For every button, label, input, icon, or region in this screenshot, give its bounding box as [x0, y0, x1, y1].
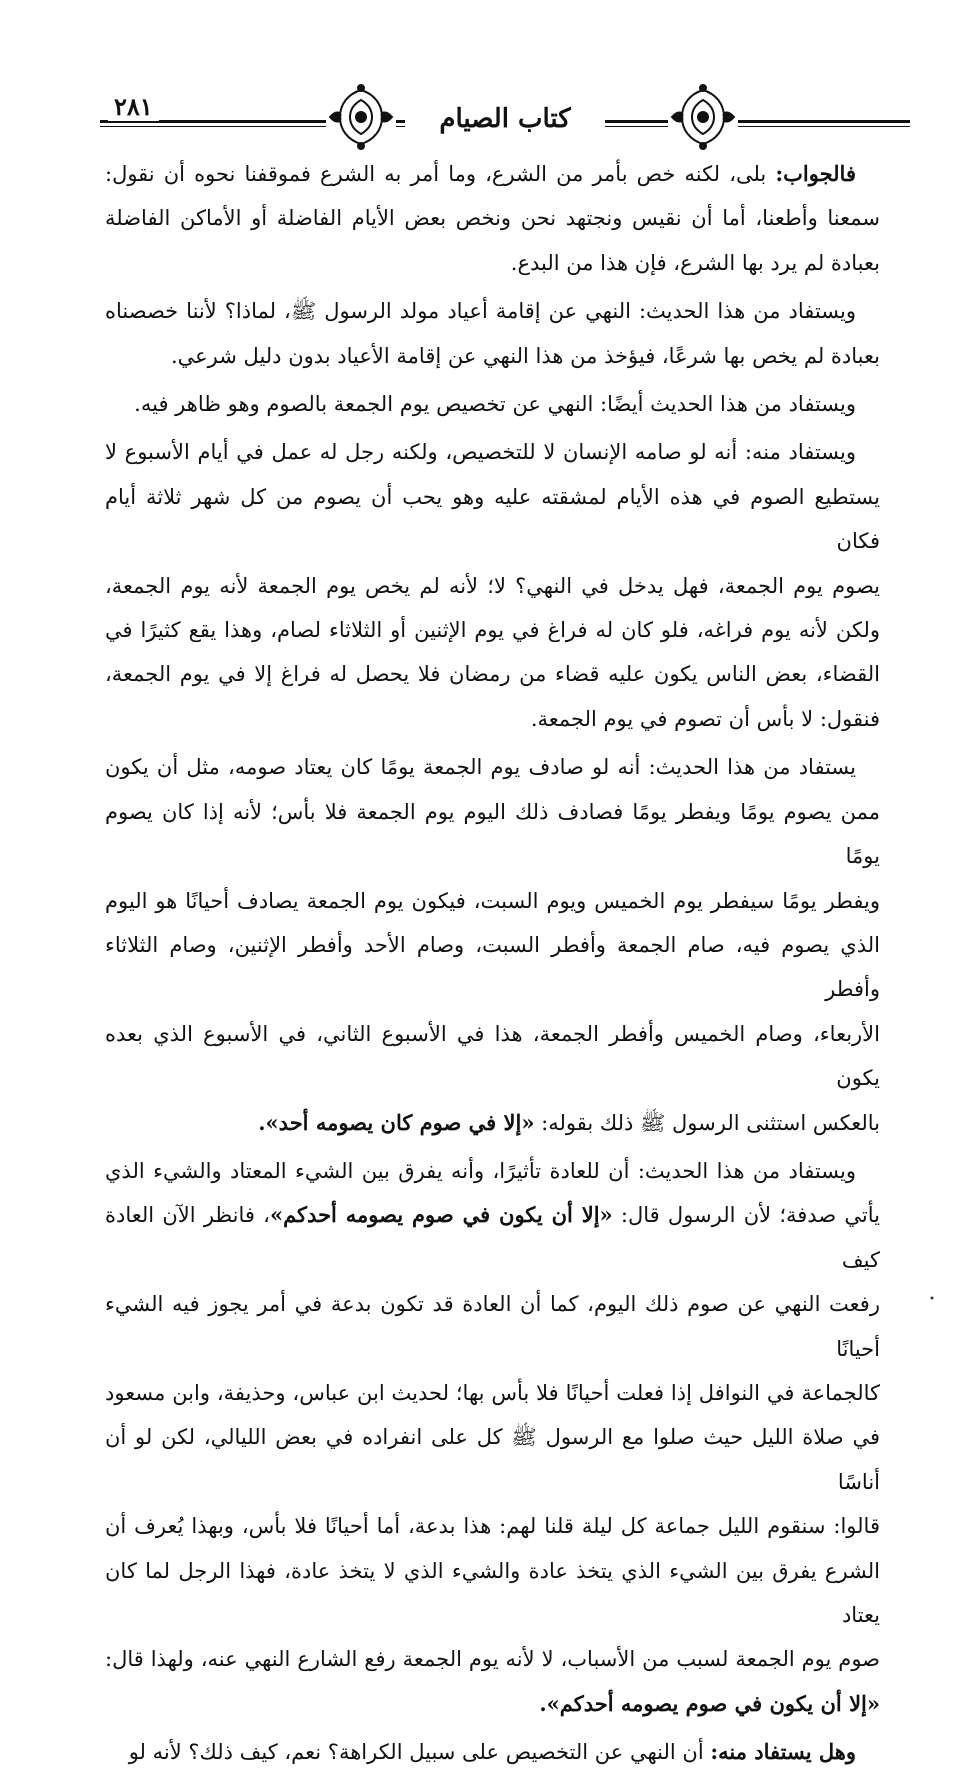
- text-line: [105, 1101, 880, 1145]
- lead-phrase: فالجواب:: [775, 161, 856, 186]
- text-span: ويفطر يومًا سيفطر يوم الخميس ويوم السبت، فيكون يوم الجمعة يصادف أحيانًا هو اليوم: [105, 888, 880, 913]
- main-text: [105, 152, 880, 1775]
- paragraph: [105, 382, 880, 426]
- text-span: ويستفاد منه: أنه لو صامه الإنسان لا للتخصيص، ولكنه رجل له عمل في أيام الأسبوع لا: [105, 440, 856, 465]
- text-line: [105, 1371, 880, 1415]
- text-line: [105, 382, 880, 426]
- text-span: بعبادة لم يرد بها الشرع، فإن هذا من البدع.: [510, 250, 880, 275]
- text-span: ويستفاد من هذا الحديث: النهي عن إقامة أعياد مولد الرسول ﷺ، لماذا؟ لأننا خصصناه: [105, 299, 856, 324]
- text-span: كالجماعة في النوافل إذا فعلت أحيانًا فلا بأس بها؛ لحديث ابن عباس، وحذيفة، وابن مسعود: [105, 1380, 880, 1405]
- paragraph: [105, 1149, 880, 1726]
- text-span: الذي يصوم فيه، صام الجمعة وأفطر السبت، وصام الأحد وأفطر الإثنين، وصام الثلاثاء وأفطر: [105, 932, 880, 1002]
- text-line: [105, 1012, 880, 1101]
- text-span: يستفاد من هذا الحديث: أنه لو صادف يوم الجمعة يومًا كان يعتاد صومه، مثل أن يكون: [105, 755, 856, 780]
- text-line: [105, 289, 880, 333]
- paragraph: [105, 745, 880, 1145]
- text-line: [105, 196, 880, 240]
- paragraph: [105, 430, 880, 741]
- hadith-quote: «إلا أن يكون في صوم يصومه أحدكم»: [269, 1202, 613, 1228]
- text-line: [105, 475, 880, 564]
- text-span: قالوا: سنقوم الليل جماعة كل ليلة قلنا لهم: هذا بدعة، أما أحيانًا فلا بأس، وبهذا يُعرف أن: [105, 1514, 880, 1539]
- text-span: ويستفاد من هذا الحديث: أن للعادة تأثيرًا، وأنه يفرق بين الشيء المعتاد والشيء الذي: [105, 1158, 856, 1183]
- text-span: ممن يصوم يومًا ويفطر يومًا فصادف ذلك اليوم يوم الجمعة فلا بأس؛ لأنه إذا كان يصوم يومًا: [105, 799, 880, 869]
- text-line: [105, 1415, 880, 1504]
- paragraph: [105, 289, 880, 378]
- floral-ornament-icon: [668, 84, 738, 150]
- text-span: يأتي صدفة؛ لأن الرسول قال:: [612, 1203, 880, 1228]
- text-span: رفعت النهي عن صوم ذلك اليوم، كما أن العادة قد تكون بدعة في أمر يجوز فيه الشيء أحيانًا: [105, 1292, 880, 1361]
- page-number: ٢٨١: [108, 92, 159, 121]
- text-line: [105, 745, 880, 789]
- text-line: [105, 652, 880, 696]
- text-line: [105, 1282, 880, 1371]
- text-span: بالعكس استثنى الرسول ﷺ ذلك بقوله:: [534, 1110, 880, 1135]
- text-span: بلى، لكنه خص بأمر من الشرع، وما أمر به الشرع فموقفنا نحوه أن نقول:: [105, 162, 776, 186]
- text-line: [105, 1730, 880, 1774]
- text-span: الأربعاء، وصام الخميس وأفطر الجمعة، هذا في الأسبوع الثاني، في الأسبوع الذي بعده يكون: [105, 1021, 880, 1091]
- text-span: بعبادة لم يخص بها شرعًا، فيؤخذ من هذا النهي عن إقامة الأعياد بدون دليل شرعي.: [170, 343, 880, 368]
- text-line: [105, 241, 880, 285]
- page-header: [100, 78, 910, 148]
- text-line: [105, 334, 880, 378]
- text-span: يستطيع الصوم في هذه الأيام لمشقته عليه وهو يحب أن يصوم من كل شهر ثلاثة أيام فكان: [105, 484, 880, 554]
- hadith-quote: «إلا في صوم كان يصومه أحد».: [258, 1109, 535, 1135]
- text-line: [105, 790, 880, 879]
- text-line: [105, 879, 880, 923]
- floral-ornament-icon: [326, 84, 396, 150]
- text-line: [105, 1549, 880, 1638]
- text-span: القضاء، بعض الناس يكون عليه قضاء من رمضان فلا يحصل له فراغ إلا في يوم الجمعة،: [105, 662, 880, 687]
- text-line: [105, 1504, 880, 1548]
- text-line: [105, 608, 880, 652]
- text-span: ويستفاد من هذا الحديث أيضًا: النهي عن تخصيص يوم الجمعة بالصوم وهو ظاهر فيه.: [134, 392, 856, 417]
- text-line: [105, 152, 880, 196]
- text-span: فنقول: لا بأس أن تصوم في يوم الجمعة.: [530, 706, 880, 731]
- text-line: [105, 1149, 880, 1193]
- text-span: ولكن لأنه يوم فراغه، فلو كان له فراغ في يوم الإثنين أو الثلاثاء لصام، وهذا يقع كثيرًا في: [105, 618, 881, 643]
- text-span: سمعنا وأطعنا، أما أن نقيس ونجتهد نحن ونخص بعض الأيام الفاضلة أو الأماكن الفاضلة: [105, 206, 880, 231]
- text-span: الشرع يفرق بين الشيء الذي يتخذ عادة والشيء الذي لا يتخذ عادة، فهذا الرجل لما كان يعتاد: [105, 1558, 880, 1627]
- paragraph: [105, 152, 880, 285]
- text-line: [105, 1682, 880, 1726]
- text-span: أن النهي عن التخصيص على سبيل الكراهة؟ نعم، كيف ذلك؟ لأنه لو: [128, 1740, 711, 1765]
- lead-phrase: وهل يستفاد منه:: [710, 1739, 856, 1765]
- margin-dot: [930, 1285, 934, 1289]
- text-span: ، فانظر الآن العادة كيف: [105, 1203, 880, 1272]
- text-span: صوم يوم الجمعة لسبب من الأسباب، لا لأنه يوم الجمعة رفع الشارع النهي عنه، ولهذا قال:: [105, 1647, 880, 1672]
- book-title: كتاب الصيام: [405, 104, 605, 134]
- text-line: [105, 430, 880, 474]
- paragraph: [105, 1730, 880, 1774]
- hadith-quote: «إلا أن يكون في صوم يصومه أحدكم».: [539, 1690, 880, 1716]
- text-line: [105, 697, 880, 741]
- text-line: [105, 1193, 880, 1282]
- text-span: يصوم يوم الجمعة، فهل يدخل في النهي؟ لا؛ لأنه لم يخص يوم الجمعة لأنه يوم الجمعة،: [105, 573, 880, 598]
- text-line: [105, 923, 880, 1012]
- text-span: في صلاة الليل حيث صلوا مع الرسول ﷺ كل على انفراده في بعض الليالي، لكن لو أن أناسًا: [105, 1425, 880, 1494]
- text-line: [105, 1637, 880, 1681]
- text-line: [105, 564, 880, 608]
